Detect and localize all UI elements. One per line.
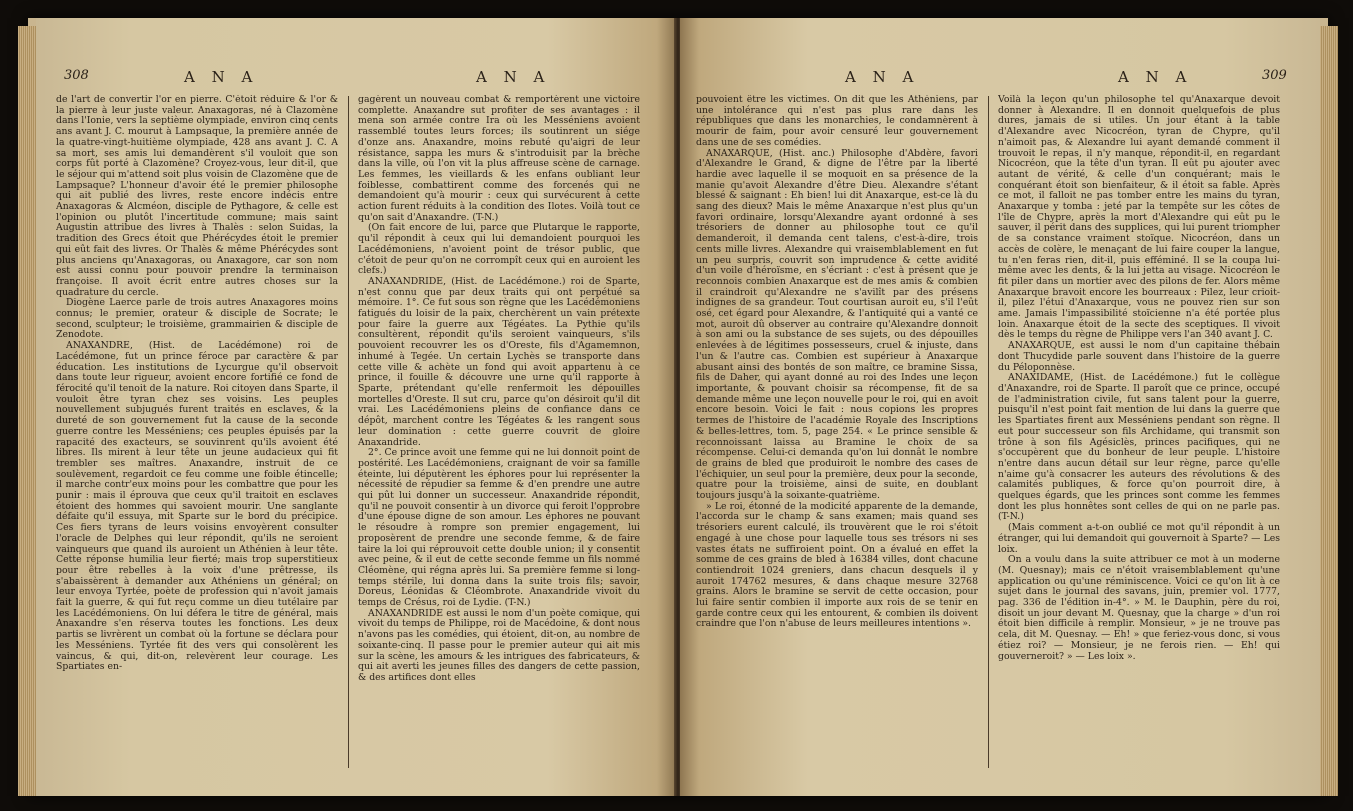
paragraph: (On fait encore de lui, parce que Plutarque le rapporte, qu'il répondit à ceux qui lui demandoient pourquoi les Lacédémoniens, n'avoient point de trésor public, que c'étoit de peur qu'on ne corrompît ceux qui en auroient les clefs.) [358, 222, 640, 277]
paragraph: ANAXARQUE, (Hist. anc.) Philosophe d'Abdère, favori d'Alexandre le Grand, & digne de l'être par la liberté hardie avec laquelle il se moquoit en sa présence de la manie qu'avoit Alexandre d'être Dieu. Alexandre s'étant blessé & saignant : Eh bien! lui dit Anaxarque, est-ce là du sang des dieux? Mais le même Anaxarque n'est plus qu'un favori ordinaire, lorsqu'Alexandre ayant ordonné à ses trésoriers de donner au philosophe tout ce qu'il demanderoit, il demanda cent talens, c'est-à-dire, trois cents mille livres. Alexandre qui vraisemblablement en fut un peu surpris, couvrit son imprudence & cette avidité d'un voile d'héroïsme, en s'écriant : c'est à présent que je reconnois combien Anaxarque est de mes amis & combien il craindroit qu'Alexandre ne s'avilît par des présens indignes de sa grandeur. Tout courtisan auroit eu, s'il l'eût osé, cet égard pour Alexandre, & l'antiquité qui a vanté ce mot, auroit dû observer au contraire qu'Alexandre donnoit à son ami ou la substance de ses sujets, ou des dépouilles enlevées à de légitimes possesseurs, cruel & injuste, dans l'un & l'autre cas. Combien est supérieur à Anaxarque abusant ainsi des bontés de son maître, ce bramine Sissa, fils de Daher, qui ayant donné au roi des Indes une leçon importante, & pouvant choisir sa récompense, fit de sa demande même une leçon nouvelle pour le roi, qui en avoit encore besoin. Voici le fait : nous copions les propres termes de l'histoire de l'académie Royale des Inscriptions & belles-lettres, tom. 5, page 254. « Le prince sensible & reconnoissant laissa au Bramine le choix de sa récompense. Celui-ci demanda qu'on lui donnât le nombre de grains de bled que produiroit le nombre des cases de l'échiquier, un seul pour la première, deux pour la seconde, quatre pour la troisième, ainsi de suite, en doublant toujours jusqu'à la soixante-quatrième. [696, 147, 978, 502]
left-page [36, 18, 676, 796]
right-page [680, 18, 1320, 796]
column-rule [988, 96, 989, 768]
text-column-right [358, 95, 640, 785]
left-page-header [36, 68, 676, 90]
page-number: 309 [1262, 68, 1287, 83]
paragraph: (Mais comment a-t-on oublié ce mot qu'il répondit à un étranger, qui lui demandoit qui gouvernoit à Sparte? — Les loix. [998, 522, 1280, 555]
paragraph: On a voulu dans la suite attribuer ce mot à un moderne (M. Quesnay); mais ce n'étoit vraisemblablement qu'une application ou qu'une réminiscence. Voici ce qu'on lit à ce sujet dans le journal des savans, juin, premier vol. 1777, pag. 336 de l'édition in-4°. » M. le Dauphin, père du roi, disoit un jour devant M. Quesnay, que la charge » d'un roi étoit bien difficile à remplir. Monsieur, » je ne trouve pas cela, dit M. Quesnay. — Eh! » que feriez-vous donc, si vous étiez roi? — Monsieur, je ne ferois rien. — Eh! qui gouverneroit? » — Les loix ». [998, 554, 1280, 662]
page-edges-right [1320, 26, 1338, 796]
text-column-left [696, 95, 978, 785]
paragraph: » Le roi, étonné de la modicité apparente de la demande, l'accorda sur le champ & sans examen; mais quand ses trésoriers eurent calculé, ils trouvèrent que le roi s'étoit engagé à une chose pour laquelle tous ses trésors ni ses vastes états ne suffiroient point. On a évalué en effet la somme de ces grains de bled à 16384 villes, dont chacune contiendroit 1024 greniers, dans chacun desquels il y auroit 174762 mesures, & dans chaque mesure 32768 grains. Alors le bramine se servit de cette occasion, pour lui faire sentir combien il importe aux rois de se tenir en garde contre ceux qui les entourent, & combien ils doivent craindre que l'on n'abuse de leurs meilleures intentions ». [696, 500, 978, 630]
page-number: 308 [64, 68, 89, 83]
text-column-left [56, 95, 338, 785]
paragraph: Voilà la leçon qu'un philosophe tel qu'Anaxarque devoit donner à Alexandre. Il en donnoit quelquefois de plus dures, jamais de si utiles. Un jour étant à la table d'Alexandre avec Nicocréon, tyran de Chypre, qu'il n'aimoit pas, & Alexandre lui ayant demandé comment il trouvoit le repas, il n'y manque, répondit-il, en regardant Nicocréon, que la tête d'un tyran. Il eût pu ajouter avec autant de vérité, & celle d'un conquérant; mais le conquérant étoit son bienfaiteur, & il étoit sa fable. Après ce mot, il falloit ne pas tomber entre les mains du tyran, Anaxarque y tomba : jeté par la tempête sur les côtes de l'île de Chypre, après la mort d'Alexandre qui eût pu le sauver, il périt dans des supplices, qui lui purent triompher de sa constance vraiment stoïque. Nicocréon, dans un accès de colère, le menaçant de lui faire couper la langue, tu n'en feras rien, dit-il, puis efféminé. Il se la coupa lui-même avec les dents, & la lui jetta au visage. Nicocréon le fit piler dans un mortier avec des pilons de fer. Alors même Anaxarque bravoit encore les bourreaux : Pilez, leur crioit-il, pilez l'étui d'Anaxarque, vous ne pouvez rien sur son ame. Jamais l'impassibilité stoïcienne n'a été portée plus loin. Anaxarque étoit de la secte des sceptiques. Il vivoit dès le temps du règne de Philippe vers l'an 340 avant J. C. [998, 95, 1280, 341]
running-head: A N A [845, 68, 920, 86]
paragraph: ANAXANDRE, (Hist. de Lacédémone) roi de Lacédémone, fut un prince féroce par caractère & par éducation. Les institutions de Lycurgue qu'il observoit dans toute leur rigueur, avoient encore fortifié ce fond de férocité qu'il tenoit de la nature. Roi citoyen dans Sparte, il vouloit être tyran chez ses voisins. Les peuples nouvellement subjugués furent traités en esclaves, & la dureté de son gouvernement fut la cause de la seconde guerre contre les Messéniens; ces peuples épuisés par la rapacité des exacteurs, se souvinrent qu'ils avoient été libres. Ils mirent à leur tête un jeune audacieux qui fit trembler ses maîtres. Anaxandre, instruit de ce soulèvement, regardoit ce feu comme une foible étincelle; il marche contr'eux moins pour les combattre que pour les punir : mais il éprouva que ceux qu'il traitoit en esclaves étoient des hommes qui savoient mourir. Une sanglante défaite qu'il essuya, mit Sparte sur le bord du précipice. Ces fiers tyrans de leurs voisins envoyèrent consulter l'oracle de Delphes qui leur répondit, qu'ils ne seroient vainqueurs que quand ils auroient un Athénien à leur tête. Cette réponse humilia leur fierté; mais trop superstitieux pour être rebelles à la voix d'une prêtresse, ils s'abaissèrent à demander aux Athéniens un général; on leur envoya Tyrtée, poète de profession qui n'avoit jamais fait la guerre, & qui fut reçu comme un dieu tutélaire par les Lacédémoniens. On lui défera le titre de général, mais Anaxandre s'en réserva toutes les fonctions. Les deux partis se livrèrent un combat où la fortune se déclara pour les Messéniens. Tyrtée fit des vers qui consolèrent les vaincus, & qui, dit-on, relevèrent leur courage. Les Spartiates en- [56, 340, 338, 673]
page-edges-left [18, 26, 36, 796]
text-column-right [998, 95, 1280, 785]
paragraph: ANAXANDRIDE, (Hist. de Lacédémone.) roi de Sparte, n'est connu que par deux traits qui ont perpétué sa mémoire. 1°. Ce fut sous son règne que les Lacédémoniens fatigués du loisir de la paix, cherchèrent un vain prétexte pour faire la guerre aux Tégéates. La Pythie qu'ils consultèrent, répondit qu'ils seroient vainqueurs, s'ils pouvoient recouvrer les os d'Oreste, fils d'Agamemnon, inhumé à Tegée. Un certain Lychès se transporte dans cette ville & achète un fond qui avoit appartenu à ce prince, il fouille & découvre une urne qu'il rapporte à Sparte, prétendant qu'elle renfermoit les dépouilles mortelles d'Oreste. Il sut cru, parce qu'on désiroit qu'il dit vrai. Les Lacédémoniens pleins de confiance dans ce dépôt, marchent contre les Tégéates & les rangent sous leur domination : cette guerre couvrit de gloire Anaxandride. [358, 275, 640, 448]
column-rule [348, 96, 349, 768]
paragraph: pouvoient être les victimes. On dit que les Athéniens, par une intolérance qui n'est pas plus rare dans les républiques que dans les monarchies, le condamnèrent à mourir de faim, pour avoir censuré leur gouvernement dans une de ses comédies. [696, 95, 978, 148]
right-page-header [680, 68, 1320, 90]
paragraph: 2°. Ce prince avoit une femme qui ne lui donnoit point de postérité. Les Lacédémoniens, craignant de voir sa famille éteinte, lui députèrent les éphores pour lui représenter la nécessité de répudier sa femme & d'en prendre une autre qui pût lui donner un successeur. Anaxandride répondit, qu'il ne pouvoit consentir à un divorce qui feroit l'opprobre d'une épouse digne de son amour. Les éphores ne pouvant le résoudre à rompre son premier engagement, lui proposèrent de prendre une seconde femme, & de faire taire la loi qui réprouvoit cette double union; il y consentit avec peine, & il eut de cette seconde femme un fils nommé Cléomène, qui régna après lui. Sa première femme si long-temps stérile, lui donna dans la suite trois fils; savoir, Doreus, Léonidas & Cléombrote. Anaxandride vivoit du temps de Crésus, roi de Lydie. (T-N.) [358, 447, 640, 609]
paragraph: ANAXANDRIDE est aussi le nom d'un poète comique, qui vivoit du temps de Philippe, roi de Macédoine, & dont nous n'avons pas les comédies, qui étoient, dit-on, au nombre de soixante-cinq. Il passe pour le premier auteur qui ait mis sur la scène, les amours & les intrigues des fabricateurs, & qui ait averti les jeunes filles des dangers de cette passion, & des artifices dont elles [358, 607, 640, 683]
running-head: A N A [476, 68, 551, 86]
running-head: A N A [184, 68, 259, 86]
paragraph: ANAXARQUE, est aussi le nom d'un capitaine thébain dont Thucydide parle souvent dans l'histoire de la guerre du Péloponnèse. [998, 340, 1280, 373]
running-head: A N A [1118, 68, 1193, 86]
book-spread [28, 18, 1328, 796]
paragraph: ANAXIDAME, (Hist. de Lacédémone.) fut le collègue d'Anaxandre, roi de Sparte. Il paroît que ce prince, occupé de l'administration civile, fut sans talent pour la guerre, puisqu'il n'est point fait mention de lui dans la guerre que les Spartiates firent aux Messéniens pendant son règne. Il eut pour successeur son fils Archidame, qui transmit son trône à son fils Agésiclès, princes pacifiques, qui ne s'occupèrent que du bonheur de leur peuple. L'histoire n'entre dans aucun détail sur leur règne, parce qu'elle n'aime qu'à consacrer les auteurs des révolutions & des calamités publiques, & force qu'on pourroit dire, à quelques égards, que les princes sont comme les femmes dont les plus honnêtes sont celles de qui on ne parle pas. (T-N.) [998, 372, 1280, 523]
paragraph: gagèrent un nouveau combat & remportèrent une victoire complette. Anaxandre sut profiter de ses avantages : il mena son armée contre Ira où les Messéniens avoient rassemblé toutes leurs forces; ils soutinrent un siége d'onze ans. Anaxandre, moins rebuté qu'aigri de leur résistance, sappa les murs & s'introduisit par la brèche dans la ville, où l'on vit la plus affreuse scène de carnage. Les femmes, les vieillards & les enfans oubliant leur foiblesse, combattirent comme des forcenés qui ne demandoient qu'à mourir : ceux qui survécurent à cette action furent réduits à la condition des Ilotes. Voilà tout ce qu'on sait d'Anaxandre. (T-N.) [358, 95, 640, 223]
paragraph: Diogène Laerce parle de trois autres Anaxagores moins connus; le premier, orateur & disciple de Socrate; le second, sculpteur; le troisième, grammairien & disciple de Zenodote. [56, 297, 338, 341]
paragraph: de l'art de convertir l'or en pierre. C'étoit réduire & l'or & la pierre à leur juste valeur. Anaxagoras, né à Clazomène dans l'Ionie, vers la septième olympiade, environ cinq cents ans avant J. C. mourut à Lampsaque, la première année de la quatre-vingt-huitième olympiade, 428 ans avant J. C. A sa mort, ses amis lui demandèrent s'il vouloit que son corps fût porté à Clazomène? Croyez-vous, leur dit-il, que le séjour qui m'attend soit plus voisin de Clazomène que de Lampsaque? L'honneur d'avoir été le premier philosophe qui ait publié des livres, reste encore indécis entre Anaxagoras & Alcméon, disciple de Pythagore, & celle est l'opinion ou plutôt l'incertitude commune; mais saint Augustin attribue des livres à Thalès : selon Suidas, la tradition des Grecs étoit que Phérécydes étoit le premier qui eût fait des livres. Or Thalès & même Phérécydes sont plus anciens qu'Anaxagoras, ou Anaxagore, car son nom est aussi connu pour pouvoir prendre la terminaison françoise. Il avoit écrit entre autres choses sur la quadrature du cercle. [56, 95, 338, 298]
